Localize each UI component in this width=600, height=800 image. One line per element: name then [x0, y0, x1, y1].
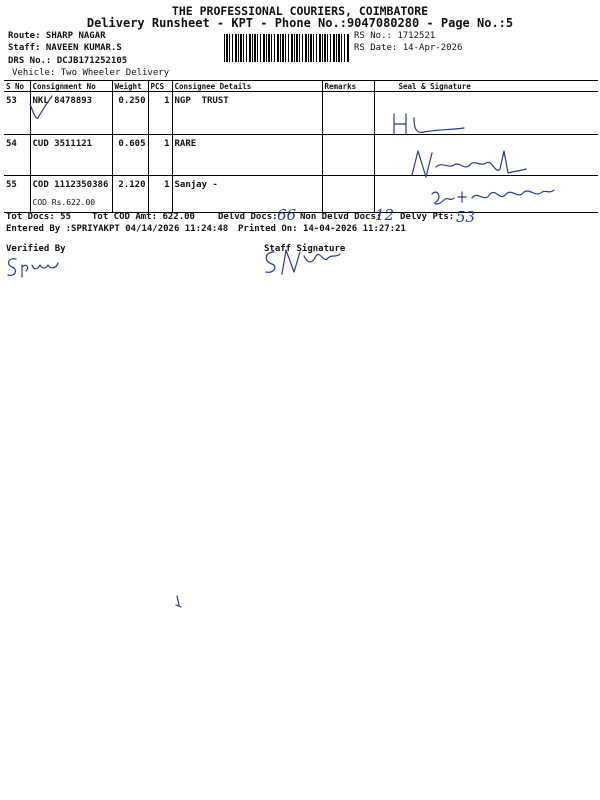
- row-consignment: COD 1112350386: [32, 180, 109, 190]
- row-weight: 0.250: [112, 92, 148, 135]
- total-docs: Tot Docs: 55: [6, 212, 72, 222]
- row-remarks: [322, 176, 374, 213]
- printed-on: Printed On: 14-04-2026 11:27:21: [238, 224, 406, 234]
- row-consignee: RARE: [172, 135, 322, 176]
- tick-mark: [28, 94, 58, 122]
- non-delivered-docs-label: Non Delvd Docs:: [300, 212, 382, 222]
- row-pcs: 1: [148, 176, 172, 213]
- delivered-docs-label: Delvd Docs:: [218, 212, 278, 222]
- row-consignment: NKL 8478893: [30, 92, 112, 135]
- row-weight: 0.605: [112, 135, 148, 176]
- delivery-points-handwritten: 53: [456, 208, 476, 226]
- total-cod-amount: Tot COD Amt: 622.00: [92, 212, 195, 222]
- col-weight: Weight: [112, 81, 148, 92]
- non-delivered-docs-handwritten: 12: [375, 206, 395, 224]
- signature-row-55: [428, 184, 558, 210]
- row-weight: 2.120: [112, 176, 148, 213]
- signature-row-53: [388, 108, 478, 138]
- drs-number: DRS No.: DCJB171252105: [8, 56, 128, 66]
- verified-by-label: Verified By: [6, 244, 66, 254]
- delivery-points-label: Delvy Pts:: [400, 212, 455, 222]
- row-sno: 53: [4, 92, 30, 135]
- col-seal-signature: Seal & Signature: [374, 81, 598, 92]
- table-row: [4, 92, 598, 135]
- delivered-docs-handwritten: 66: [277, 206, 297, 224]
- entered-by: Entered By :SPRIYAKPT 04/14/2026 11:24:48: [6, 224, 229, 234]
- rs-date: RS Date: 14-Apr-2026: [354, 43, 463, 53]
- col-remarks: Remarks: [322, 81, 374, 92]
- vehicle-label: Vehicle: Two Wheeler Delivery: [12, 68, 170, 78]
- table-header-row: [4, 81, 598, 92]
- row-cod-amount: COD Rs.622.00: [32, 198, 96, 207]
- col-pcs: PCS: [148, 81, 172, 92]
- verified-by-signature: [4, 255, 66, 279]
- row-sno: 55: [4, 176, 30, 213]
- staff-signature: [262, 246, 342, 278]
- rs-number: RS No.: 1712521: [354, 31, 436, 41]
- signature-row-54: [408, 145, 528, 187]
- stray-pen-mark: [174, 594, 184, 608]
- row-consignment: CUD 3511121: [30, 135, 112, 176]
- barcode: [224, 34, 350, 62]
- route-label: Route: SHARP NAGAR: [8, 31, 106, 41]
- row-remarks: [322, 135, 374, 176]
- col-consignee: Consignee Details: [172, 81, 322, 92]
- col-sno: S No: [4, 81, 30, 92]
- row-pcs: 1: [148, 135, 172, 176]
- col-consignment: Consignment No: [30, 81, 112, 92]
- row-remarks: [322, 92, 374, 135]
- runsheet-title: Delivery Runsheet - KPT - Phone No.:9047080280 - Page No.:5: [86, 16, 514, 30]
- row-consignee: Sanjay -: [172, 176, 322, 213]
- row-sno: 54: [4, 135, 30, 176]
- staff-signature-label: Staff Signature: [264, 244, 346, 254]
- staff-label: Staff: NAVEEN KUMAR.S: [8, 43, 122, 53]
- row-consignee: NGP TRUST: [172, 92, 322, 135]
- row-consignment-cell: [30, 176, 112, 213]
- company-name: THE PROFESSIONAL COURIERS, COIMBATORE: [171, 4, 429, 18]
- row-pcs: 1: [148, 92, 172, 135]
